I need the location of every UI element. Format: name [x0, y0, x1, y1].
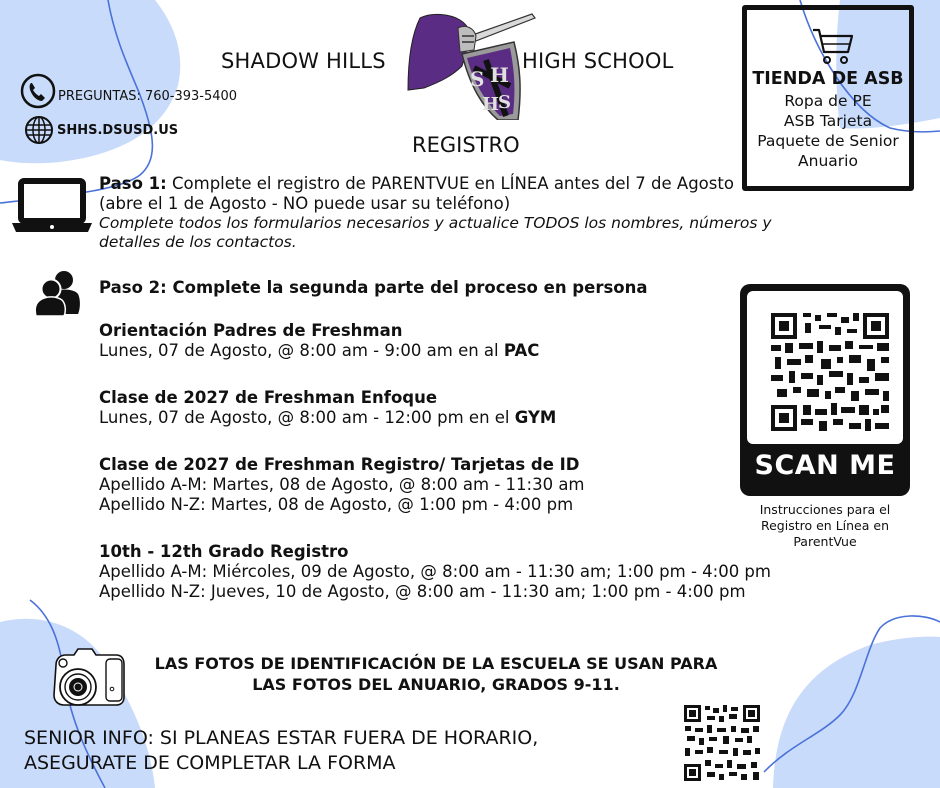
asb-store-box [742, 5, 914, 191]
svg-text:H: H [482, 94, 500, 115]
event-orientation [99, 321, 539, 361]
step1-label: Paso 1: [99, 174, 167, 193]
svg-text:H: H [490, 63, 509, 87]
event-title: Clase de 2027 de Freshman Registro/ Tarjetas de ID [99, 455, 580, 474]
step1-note-line2: detalles de los contactos. [99, 233, 297, 251]
step1-line2: (abre el 1 de Agosto - NO puede usar su teléfono) [99, 194, 511, 213]
qr-caption-line: Registro en Línea en [760, 518, 889, 533]
svg-text:S: S [470, 67, 485, 91]
svg-text:S: S [498, 92, 511, 113]
qr-caption-line: Instrucciones para el [759, 502, 891, 517]
people-icon [34, 268, 82, 318]
qr-code-area [747, 291, 903, 444]
event-time: Apellido N-Z: Jueves, 10 de Agosto, @ 8:00 am - 11:30 am; 1:00 pm - 4:00 pm [99, 582, 746, 601]
event-time: Apellido N-Z: Martes, 08 de Agosto, @ 1:00 pm - 4:00 pm [99, 495, 574, 514]
globe-icon [24, 115, 54, 145]
qr-code-icon [747, 291, 903, 444]
event-freshman-registro [99, 455, 585, 515]
photo-id-note [132, 653, 740, 695]
senior-line1: SENIOR INFO: SI PLANEAS ESTAR FUERA DE HORARIO, [24, 727, 539, 749]
store-title: TIENDA DE ASB [752, 69, 904, 89]
school-name-left: SHADOW HILLS [221, 49, 386, 73]
event-time: Apellido A-M: Martes, 08 de Agosto, @ 8:00 am - 11:30 am [99, 475, 585, 494]
school-name-right: HIGH SCHOOL [522, 49, 674, 73]
senior-line2: ASEGURATE DE COMPLETAR LA FORMA [24, 752, 396, 774]
event-upper-grades [99, 542, 771, 602]
event-enfoque [99, 388, 556, 428]
store-item: Paquete de Senior [757, 132, 899, 150]
qr-code-card[interactable] [740, 284, 910, 496]
knight-logo [402, 6, 538, 120]
event-place: GYM [514, 408, 557, 427]
photo-note-line1: LAS FOTOS DE IDENTIFICACIÓN DE LA ESCUELA SE USAN PARA [154, 654, 718, 673]
event-place: PAC [503, 341, 540, 360]
store-item: Ropa de PE [784, 92, 872, 110]
event-title: 10th - 12th Grado Registro [99, 542, 349, 561]
step1-block [99, 174, 772, 252]
shopping-cart-icon [812, 28, 854, 66]
qr-caption [745, 502, 905, 550]
scan-me-label: SCAN ME [754, 450, 896, 481]
website-contact [24, 115, 178, 145]
event-title: Orientación Padres de Freshman [99, 321, 403, 340]
event-time: Lunes, 07 de Agosto, @ 8:00 am - 9:00 am en al [99, 341, 504, 360]
store-item: Anuario [798, 152, 858, 170]
photo-note-line2: LAS FOTOS DEL ANUARIO, GRADOS 9-11. [252, 675, 620, 694]
qr-caption-line: ParentVue [793, 534, 857, 549]
phone-contact [20, 73, 237, 109]
step1-note-line1: Complete todos los formularios necesarios y actualice TODOS los nombres, números y [99, 214, 772, 232]
page-title: REGISTRO [412, 133, 520, 157]
senior-info [24, 726, 538, 776]
knight-shield-icon [402, 6, 538, 120]
step2-heading: Paso 2: Complete la segunda parte del proceso en persona [99, 278, 648, 297]
camera-icon [50, 645, 128, 709]
store-item: ASB Tarjeta [783, 112, 873, 130]
event-title: Clase de 2027 de Freshman Enfoque [99, 388, 438, 407]
event-time: Lunes, 07 de Agosto, @ 8:00 am - 12:00 pm en el [99, 408, 515, 427]
phone-icon [20, 73, 56, 109]
event-time: Apellido A-M: Miércoles, 09 de Agosto, @ 8:00 am - 11:30 am; 1:00 pm - 4:00 pm [99, 562, 771, 581]
step1-line1: Complete el registro de PARENTVUE en LÍNEA antes del 7 de Agosto [166, 174, 734, 193]
senior-form-qr-code-icon[interactable] [683, 704, 761, 782]
website-link[interactable]: SHHS.DSUSD.US [57, 122, 179, 138]
laptop-icon [12, 178, 92, 234]
phone-number[interactable]: PREGUNTAS: 760-393-5400 [58, 88, 238, 104]
